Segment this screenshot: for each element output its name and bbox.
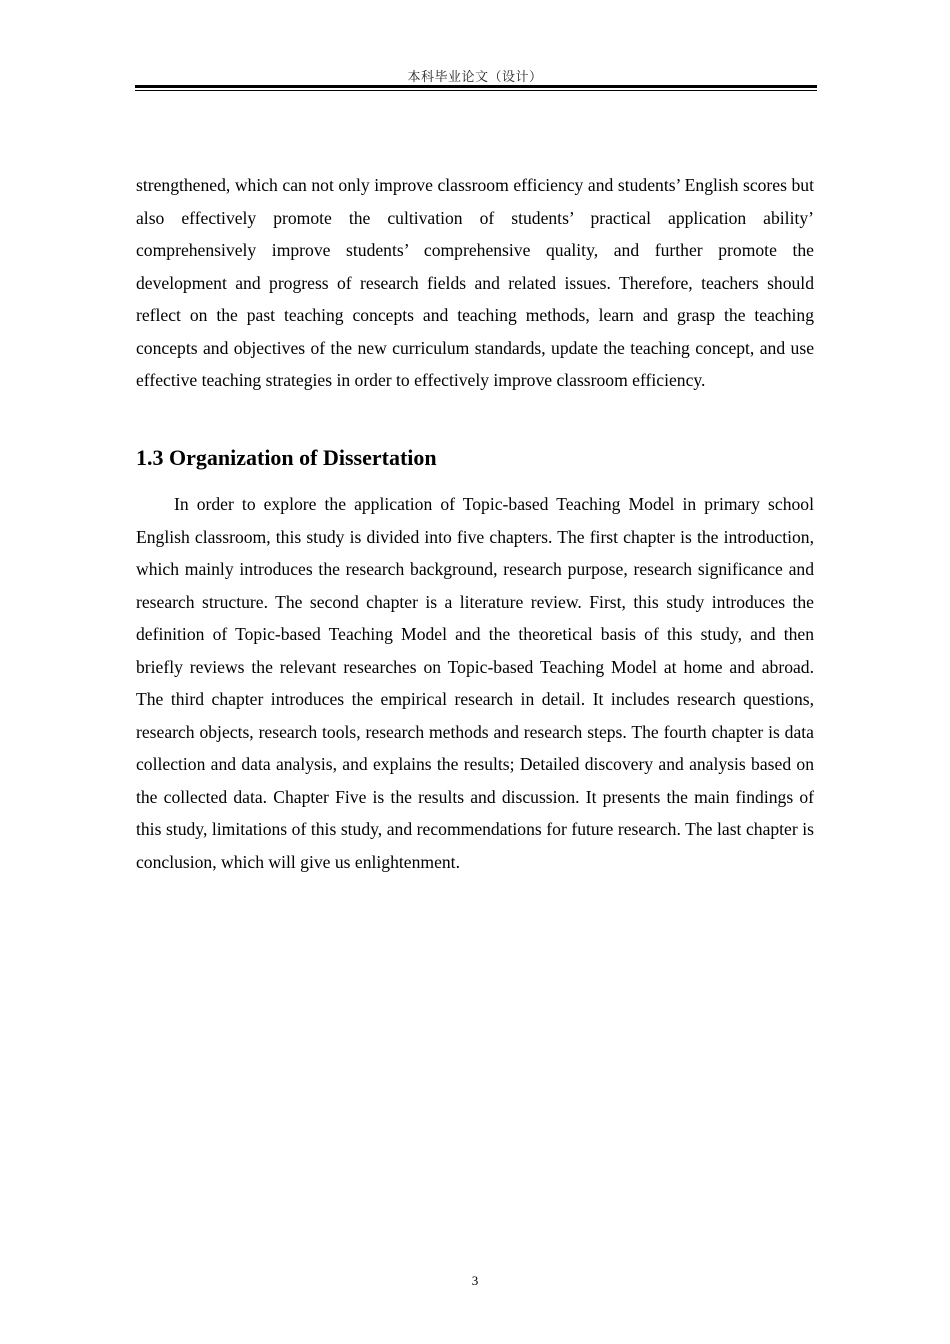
page-number: 3 (471, 1273, 479, 1288)
header-rule-thin (135, 90, 817, 91)
body-paragraph-1: strengthened, which can not only improve classroom efficiency and students’ English scores but also effectively promote the cultivation of students’ practical application ability’ comprehensively improve students’ comprehensive quality, and further promote the development and progress of research fields and related issues. Therefore, teachers should reflect on the past teaching concepts and teaching methods, learn and grasp the teaching concepts and objectives of the new curriculum standards, update the teaching concept, and use effective teaching strategies in order to effectively improve classroom efficiency. (136, 175, 814, 390)
page-header: 本科毕业论文（设计） (407, 70, 543, 85)
section-heading: 1.3 Organization of Dissertation (136, 445, 437, 470)
header-rule-thick (135, 85, 817, 88)
body-paragraph-2: In order to explore the application of Topic-based Teaching Model in primary school English classroom, this study is divided into five chapters. The first chapter is the introduction, which mainly introduces the research background, research purpose, research significance and research structure. The second chapter is a literature review. First, this study introduces the definition of Topic-based Teaching Model and the theoretical basis of this study, and then briefly reviews the relevant researches on Topic-based Teaching Model at home and abroad. The third chapter introduces the empirical research in detail. It includes research questions, research objects, research tools, research methods and research steps. The fourth chapter is data collection and data analysis, and explains the results; Detailed discovery and analysis based on the collected data. Chapter Five is the results and discussion. It presents the main findings of this study, limitations of this study, and recommendations for future research. The last chapter is conclusion, which will give us enlightenment. (136, 494, 814, 872)
